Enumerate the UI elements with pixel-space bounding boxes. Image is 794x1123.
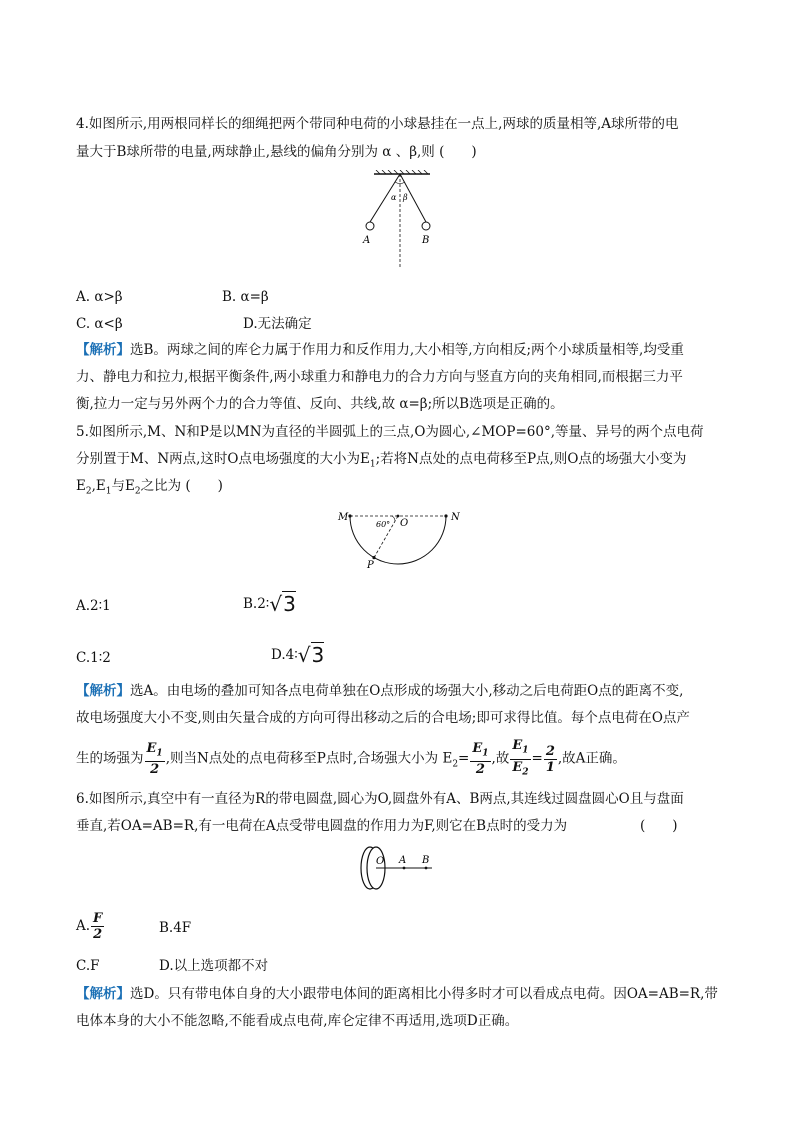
q4-stem-line2: 量大于B球所带的电量,两球静止,悬线的偏角分别为 α 、β,则 ( )	[76, 144, 477, 160]
q5-option-c: C.1∶2	[76, 650, 111, 666]
q4-solution-line2: 力、静电力和拉力,根据平衡条件,两小球重力和静电力的合力方向与竖直方向的夹角相同,而根据三力平	[76, 369, 683, 385]
q5-solution-tag: 【解析】	[76, 683, 130, 699]
q4-option-a: A. α>β	[76, 289, 123, 305]
q6-stem-line2: 垂直,若OA=AB=R,有一电荷在A点受带电圆盘的作用力为F,则它在B点时的受力为	[76, 818, 568, 834]
point-o-label: O	[400, 518, 409, 529]
point-b-label: B	[422, 855, 430, 866]
q6-option-c: C.F	[76, 958, 100, 974]
q6-solution-line1: 【解析】选D。只有带电体自身的大小跟带电体间的距离相比小得多时才可以看成点电荷。因OA=AB=R,带	[76, 986, 718, 1002]
frac-f-over-2: $\frac{F}{2}$	[93, 911, 103, 942]
frac-e1-over-e2: $\frac{E_1}{E_2}$	[512, 738, 529, 778]
point-n-label: N	[451, 512, 460, 523]
angle-label: 60°	[376, 520, 391, 529]
point-a-label: A	[399, 855, 407, 866]
ball-b	[422, 222, 430, 230]
q4-solution-tag: 【解析】	[76, 342, 130, 358]
q5-solution-line3: 生的场强为 $\frac{E_1}{2}$ ,则当N点处的点电荷移至P点时,合场强大小为 $E_2=$ $\frac{E_1}{2}$ ,故 $\frac{E_1}{E_2}$ = $\frac{2}{1}$ ,故A正确。	[76, 738, 626, 782]
q6-answer-paren: ( )	[640, 818, 678, 834]
q6-solution-line2: 电体本身的大小不能忽略,不能看成点电荷,库仑定律不再适用,选项D正确。	[76, 1013, 519, 1029]
q5-option-d: D.4∶√3	[271, 643, 325, 667]
q5-stem-line3: $E_2,E_1$与$E_2$之比为 ( )	[76, 478, 223, 497]
frac-2-over-1: $\frac{2}{1}$	[545, 743, 555, 775]
frac-e1-over-2: $\frac{E_1}{2}$	[146, 740, 163, 778]
q4-solution-line1: 【解析】选B。两球之间的库仑力属于作用力和反作用力,大小相等,方向相反;两个小球质量相等,均受重	[76, 342, 684, 358]
ball-b-label: B	[422, 235, 430, 246]
q5-stem-line1: 5.如图所示,M、N和P是以MN为直径的半圆弧上的三点,O为圆心,∠MOP=60°,等量、异号的两个点电荷	[76, 424, 704, 440]
ball-a-label: A	[363, 235, 371, 246]
point-m-label: M	[338, 512, 349, 523]
q4-option-d: D.无法确定	[243, 316, 312, 332]
q6-disk-figure	[356, 844, 440, 892]
q5-solution-line1: 【解析】选A。由电场的叠加可知各点电荷单独在O点形成的场强大小,移动之后电荷距O点的距离不变,	[76, 683, 684, 699]
q4-solution-line3: 衡,拉力一定与另外两个力的合力等值、反向、共线,故 α=β;所以B选项是正确的。	[76, 396, 564, 412]
center-o-label: O	[376, 856, 385, 867]
alpha-label: α	[391, 193, 397, 202]
q6-option-d: D.以上选项都不对	[159, 958, 269, 974]
semicircle-arc	[350, 516, 446, 564]
q6-option-a: A. $\frac{F}{2}$	[76, 911, 103, 942]
q4-option-c: C. α<β	[76, 316, 123, 332]
q6-option-b: B.4F	[159, 920, 192, 936]
frac-e1-over-2-b: $\frac{E_1}{2}$	[472, 740, 489, 778]
q6-stem-line1: 6.如图所示,真空中有一直径为R的带电圆盘,圆心为O,圆盘外有A、B两点,其连线过圆盘圆心O且与盘面	[76, 791, 684, 807]
q4-option-b: B. α=β	[222, 289, 269, 305]
q4-stem-line1: 4.如图所示,用两根同样长的细绳把两个带同种电荷的小球悬挂在一点上,两球的质量相等,A球所带的电	[76, 116, 679, 132]
q5-semicircle-figure	[336, 506, 466, 570]
point-p-label: P	[367, 560, 374, 570]
beta-label: β	[403, 193, 408, 202]
q5-option-a: A.2∶1	[76, 598, 111, 614]
ball-a	[366, 222, 374, 230]
q5-option-b: B.2∶√3	[243, 592, 296, 616]
q5-stem-line2: 分别置于M、N两点,这时O点电场强度的大小为$E_1$;若将N点处的点电荷移至P点,则O点的场强大小变为	[76, 451, 687, 470]
q6-solution-tag: 【解析】	[76, 986, 130, 1002]
q4-pendulum-figure	[362, 170, 442, 270]
q5-solution-line2: 故电场强度大小不变,则由矢量合成的方向可得出移动之后的合电场;即可求得比值。每个点电荷在O点产	[76, 710, 690, 726]
